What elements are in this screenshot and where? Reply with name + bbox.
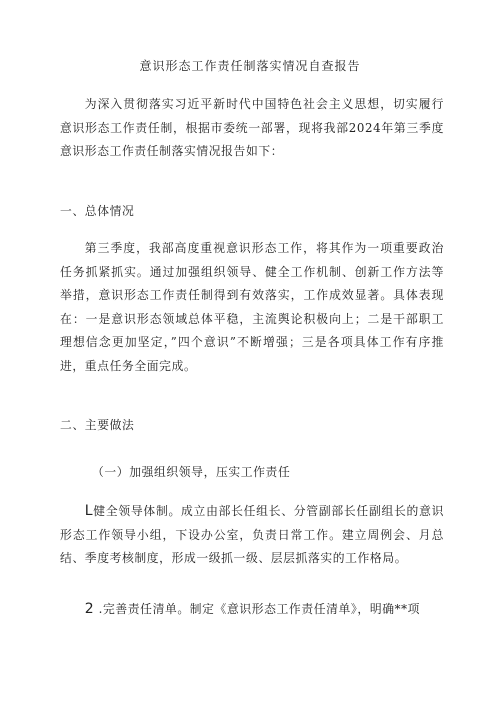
item-2-paragraph xyxy=(60,598,444,622)
item-2-text: .完善责任清单。制定《意识形态工作责任清单》，明确**项 xyxy=(94,602,421,616)
item-1-marker: L xyxy=(84,503,94,519)
subsection-heading-organization: （一）加强组织领导，压实工作责任 xyxy=(92,465,291,479)
document-title: 意识形态工作责任制落实情况自查报告 xyxy=(139,59,361,73)
item-1-paragraph xyxy=(60,500,444,571)
item-1-text: 健全领导体制。成立由部长任组长、分管副部长任副组长的意识形态工作领导小组，下设办公室，负责日常工作。建立周例会、月总结、季度考核制度，形成一级抓一级、层层抓落实的工作格局。 xyxy=(60,504,444,565)
item-2-marker: 2 xyxy=(84,601,95,617)
section-heading-main-practices: 二、主要做法 xyxy=(60,418,135,432)
section-heading-overview: 一、总体情况 xyxy=(60,204,135,218)
intro-paragraph: 为深入贯彻落实习近平新时代中国特色社会主义思想，切实履行意识形态工作责任制，根据市委统一部署，现将我部2024年第三季度意识形态工作责任制落实情况报告如下： xyxy=(60,97,444,158)
overview-paragraph: 第三季度，我部高度重视意识形态工作，将其作为一项重要政治任务抓紧抓实。通过加强组织领导、健全工作机制、创新工作方法等举措，意识形态工作责任制得到有效落实，工作成效显著。具体表现在：一是意识形态领域总体平稳，主流舆论积极向上；二是干部职工理想信念更加坚定，”四个意识”不断增强；三是各项具体工作有序推进，重点任务全面完成。 xyxy=(60,241,444,373)
